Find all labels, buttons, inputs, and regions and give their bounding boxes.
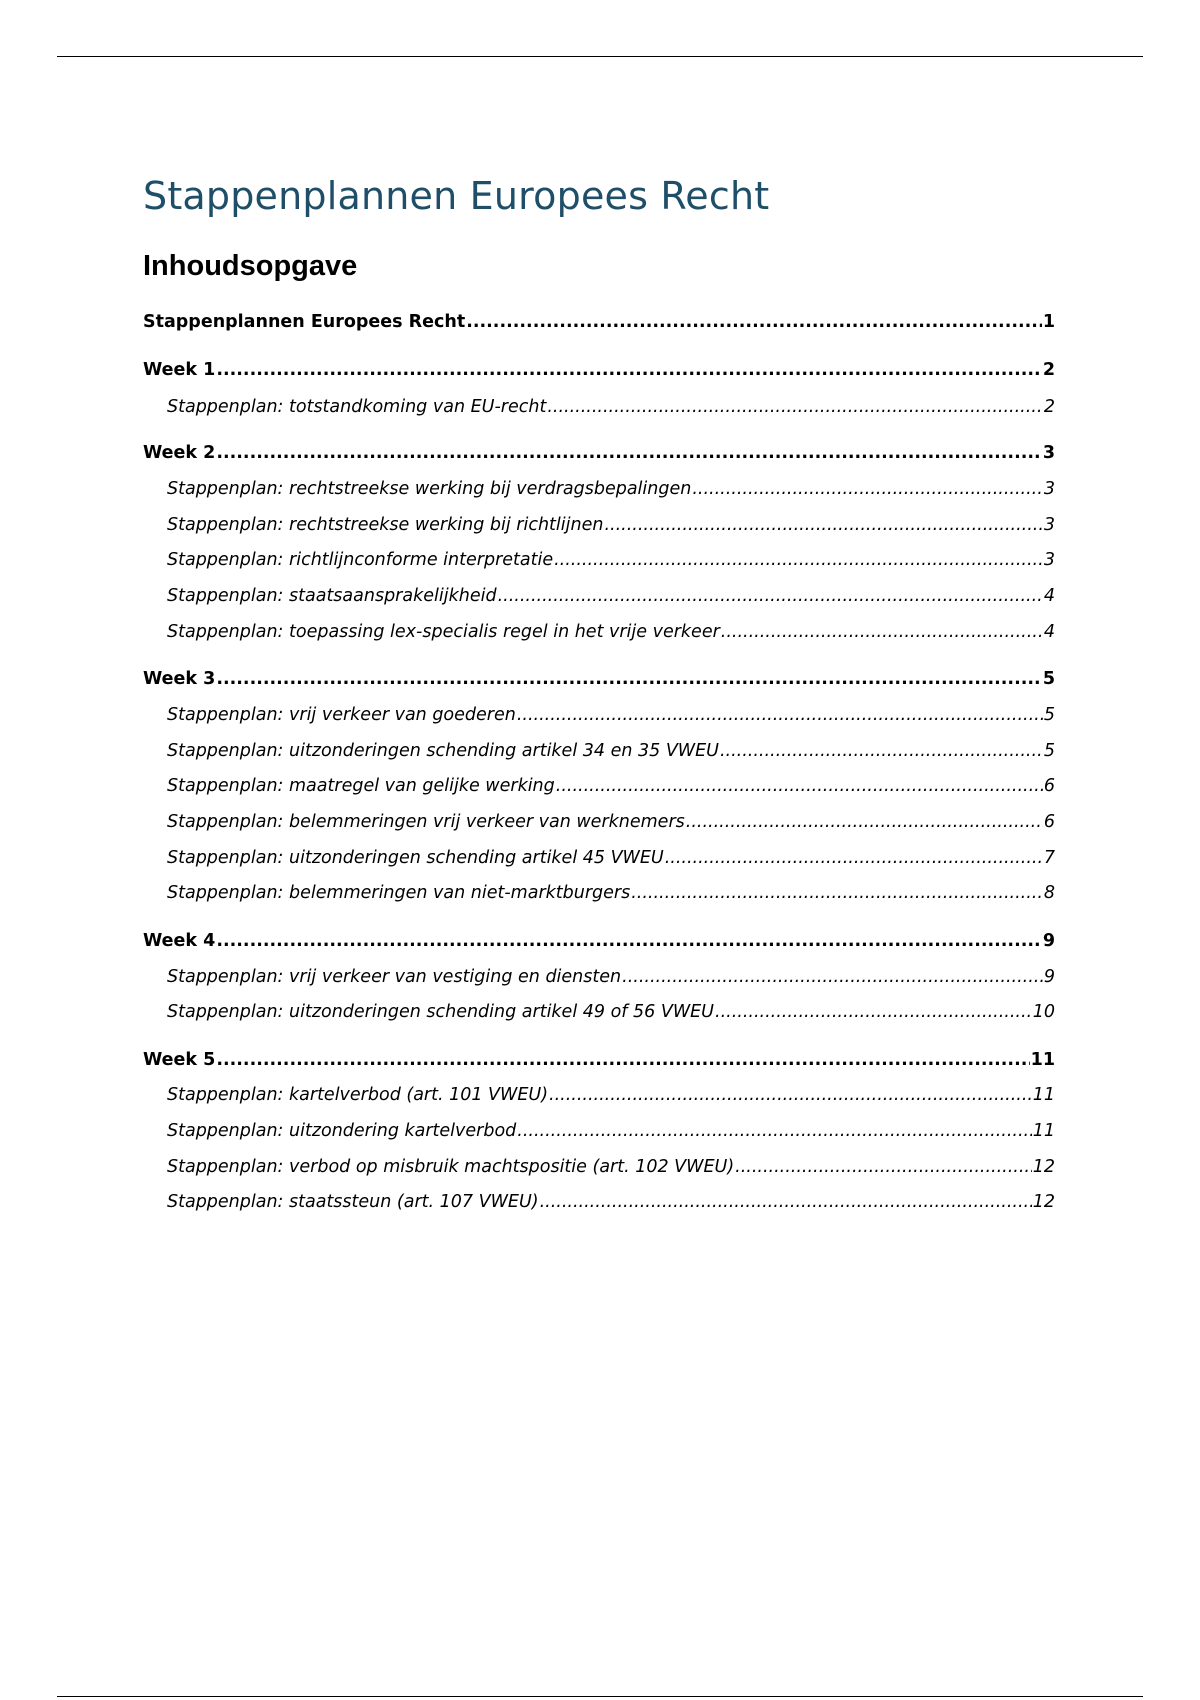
toc-entry[interactable]	[167, 620, 1055, 644]
toc-entry-text: Stappenplan: uitzonderingen schending artikel 45 VWEU	[167, 848, 664, 868]
toc-entry-text: Stappenplan: vrij verkeer van goederen	[167, 705, 516, 725]
toc-entry-title[interactable]	[143, 310, 1055, 334]
toc-entry-text: Stappenplan: staatssteun (art. 107 VWEU)	[167, 1192, 539, 1212]
toc-entry-text: Stappenplan: rechtstreekse werking bij richtlijnen	[167, 515, 604, 535]
toc-leader	[547, 395, 1043, 419]
toc-entry-text: Stappenplan: maatregel van gelijke werking	[167, 776, 555, 796]
toc-entry[interactable]	[167, 739, 1055, 763]
toc-leader	[554, 548, 1043, 572]
toc-entry-page: 5	[1042, 669, 1055, 689]
toc-leader	[665, 846, 1043, 870]
toc-entry-page: 8	[1043, 883, 1055, 903]
toc-leader	[692, 477, 1043, 501]
toc-leader	[604, 513, 1042, 537]
toc-entry-page: 6	[1043, 776, 1055, 796]
toc-entry[interactable]	[167, 1190, 1055, 1214]
toc-entry[interactable]	[167, 810, 1055, 834]
toc-leader	[517, 1119, 1031, 1143]
toc-entry-text: Week 3	[143, 669, 216, 689]
toc-entry-text: Stappenplan: rechtstreekse werking bij verdragsbepalingen	[167, 479, 692, 499]
toc-entry-page: 7	[1043, 848, 1055, 868]
toc-entry-page: 5	[1043, 705, 1055, 725]
toc-leader	[549, 1083, 1032, 1107]
toc-entry[interactable]	[167, 965, 1055, 989]
toc-entry-text: Stappenplan: belemmeringen vrij verkeer van werknemers	[167, 812, 685, 832]
toc-entry-page: 2	[1042, 360, 1055, 380]
toc-entry-page: 12	[1032, 1157, 1055, 1177]
toc-entry-week-4[interactable]	[143, 929, 1055, 953]
toc-entry[interactable]	[167, 703, 1055, 727]
toc-entry-text: Week 1	[143, 360, 216, 380]
toc-leader	[216, 358, 1041, 382]
toc-entry-text: Stappenplan: toepassing lex-specialis regel in het vrije verkeer	[167, 622, 720, 642]
toc-entry-page: 4	[1043, 622, 1055, 642]
toc-entry-page: 12	[1032, 1192, 1055, 1212]
toc-entry[interactable]	[167, 1155, 1055, 1179]
toc-entry[interactable]	[167, 1119, 1055, 1143]
toc-entry-week-3[interactable]	[143, 667, 1055, 691]
toc-entry[interactable]	[167, 395, 1055, 419]
toc-entry-text: Week 2	[143, 443, 216, 463]
toc-leader	[498, 584, 1043, 608]
toc-entry-page: 9	[1042, 931, 1055, 951]
toc-entry[interactable]	[167, 774, 1055, 798]
toc-entry-page: 11	[1032, 1121, 1055, 1141]
toc-entry-text: Week 4	[143, 931, 216, 951]
toc-leader	[216, 1048, 1029, 1072]
toc-entry[interactable]	[167, 1000, 1055, 1024]
toc-entry-page: 5	[1043, 741, 1055, 761]
toc-leader	[540, 1190, 1032, 1214]
table-of-contents	[143, 0, 1055, 1700]
toc-leader	[556, 774, 1043, 798]
toc-entry[interactable]	[167, 477, 1055, 501]
toc-entry-text: Stappenplan: richtlijnconforme interpretatie	[167, 550, 554, 570]
toc-leader	[715, 1000, 1032, 1024]
toc-entry-week-1[interactable]	[143, 358, 1055, 382]
toc-entry[interactable]	[167, 548, 1055, 572]
toc-entry-text: Stappenplan: staatsaansprakelijkheid	[167, 586, 497, 606]
page-title: Stappenplannen Europees Recht	[143, 174, 770, 218]
toc-entry-page: 3	[1042, 443, 1055, 463]
toc-leader	[631, 881, 1043, 905]
toc-entry-week-5[interactable]	[143, 1048, 1055, 1072]
toc-entry-page: 9	[1043, 967, 1055, 987]
toc-entry-text: Week 5	[143, 1050, 216, 1070]
toc-entry-text: Stappenplan: kartelverbod (art. 101 VWEU)	[167, 1085, 549, 1105]
toc-entry-page: 3	[1043, 515, 1055, 535]
toc-entry-text: Stappenplan: verbod op misbruik machtspositie (art. 102 VWEU)	[167, 1157, 735, 1177]
toc-entry-week-2[interactable]	[143, 441, 1055, 465]
toc-entry-text: Stappenplan: uitzonderingen schending artikel 49 of 56 VWEU	[167, 1002, 714, 1022]
toc-entry-text: Stappenplan: uitzondering kartelverbod	[167, 1121, 517, 1141]
toc-leader	[216, 929, 1041, 953]
toc-entry-page: 3	[1043, 479, 1055, 499]
toc-entry-page: 10	[1032, 1002, 1055, 1022]
toc-heading: Inhoudsopgave	[143, 250, 358, 282]
toc-leader	[720, 739, 1043, 763]
footer-rule	[57, 1696, 1143, 1697]
toc-leader	[686, 810, 1043, 834]
toc-leader	[466, 310, 1042, 334]
toc-entry-page: 11	[1032, 1085, 1055, 1105]
toc-leader	[216, 667, 1041, 691]
toc-entry-page: 6	[1043, 812, 1055, 832]
toc-entry[interactable]	[167, 1083, 1055, 1107]
toc-entry-text: Stappenplan: vrij verkeer van vestiging en diensten	[167, 967, 622, 987]
toc-leader	[517, 703, 1043, 727]
toc-entry-text: Stappenplan: totstandkoming van EU-recht	[167, 397, 547, 417]
toc-entry-text: Stappenplannen Europees Recht	[143, 312, 466, 332]
toc-entry-page: 11	[1030, 1050, 1055, 1070]
toc-entry-text: Stappenplan: belemmeringen van niet-marktburgers	[167, 883, 631, 903]
toc-entry[interactable]	[167, 513, 1055, 537]
toc-entry[interactable]	[167, 846, 1055, 870]
toc-entry[interactable]	[167, 881, 1055, 905]
toc-leader	[735, 1155, 1032, 1179]
toc-leader	[721, 620, 1043, 644]
toc-entry[interactable]	[167, 584, 1055, 608]
toc-entry-page: 3	[1043, 550, 1055, 570]
toc-entry-page: 2	[1043, 397, 1055, 417]
toc-entry-page: 4	[1043, 586, 1055, 606]
toc-entry-page: 1	[1042, 312, 1055, 332]
toc-entry-text: Stappenplan: uitzonderingen schending artikel 34 en 35 VWEU	[167, 741, 719, 761]
toc-leader	[622, 965, 1043, 989]
toc-leader	[216, 441, 1041, 465]
